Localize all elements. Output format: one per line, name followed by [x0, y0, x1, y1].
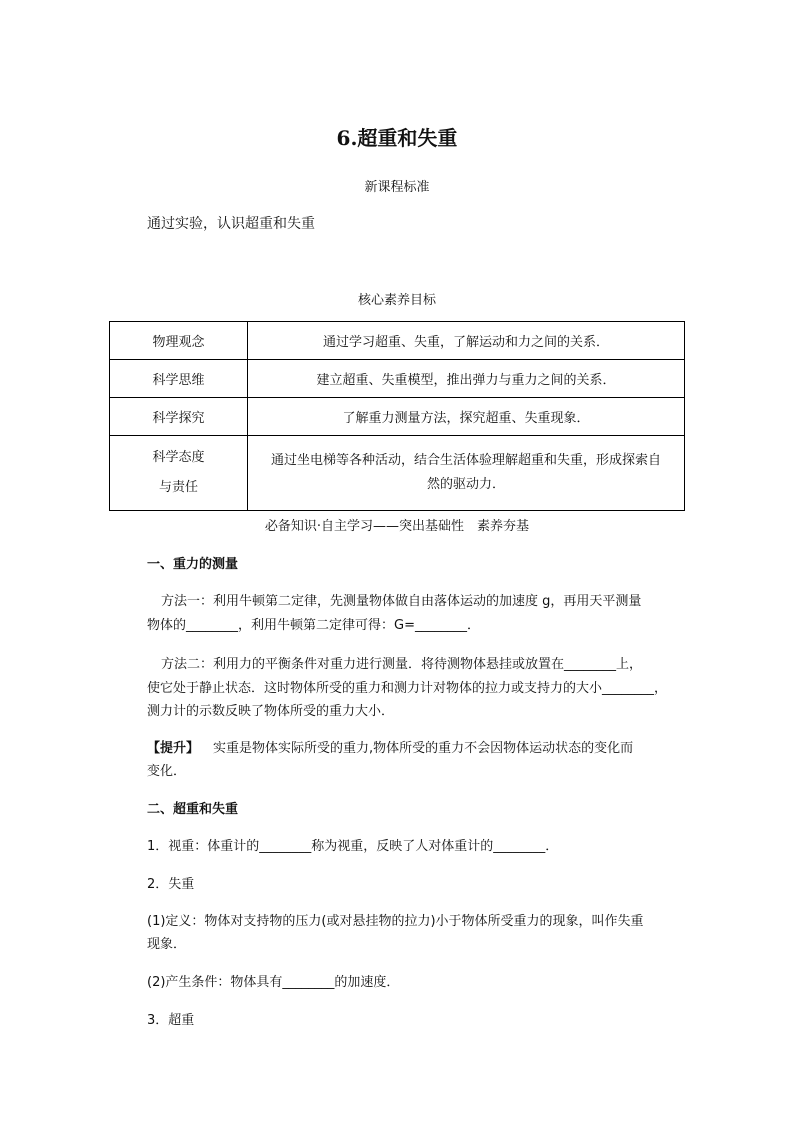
- tip-label: 【提升】: [147, 741, 200, 756]
- goal-key: 科学探究: [110, 398, 248, 436]
- goal-key: [110, 436, 248, 511]
- weightlessness-condition: (2)产生条件：物体具有________的加速度．: [147, 975, 400, 990]
- goal-key-line: 与责任: [158, 480, 198, 495]
- tip-line2: 变化．: [147, 764, 187, 779]
- tip-line1: 实重是物体实际所受的重力,物体所受的重力不会因物体运动状态的变化而: [213, 741, 634, 756]
- method2-line1: 方法二：利用力的平衡条件对重力进行测量．将待测物体悬挂或放置在________上，: [161, 657, 643, 672]
- goal-value-line: 通过坐电梯等各种活动，结合生活体验理解超重和失重，形成探索自: [270, 453, 661, 468]
- method1-line2: 物体的________，利用牛顿第二定律可得：G=________．: [147, 618, 480, 633]
- goal-value: 通过学习超重、失重，了解运动和力之间的关系．: [248, 322, 685, 360]
- table-row: [110, 322, 685, 360]
- apparent-weight-item: 1．视重：体重计的________称为视重，反映了人对体重计的________．: [147, 839, 559, 854]
- goal-key: 物理观念: [110, 322, 248, 360]
- section-banner: 必备知识·自主学习——突出基础性 素养夯基: [264, 519, 530, 534]
- goal-value-line: 然的驱动力．: [426, 477, 505, 492]
- tip-paragraph: [147, 737, 633, 756]
- goal-value: 了解重力测量方法，探究超重、失重现象．: [248, 398, 685, 436]
- goal-key-line: 科学态度: [152, 450, 205, 465]
- table-row: [110, 398, 685, 436]
- goal-value: [248, 436, 685, 511]
- method1-line1: 方法一：利用牛顿第二定律，先测量物体做自由落体运动的加速度 g，再用天平测量: [161, 594, 642, 609]
- weightlessness-definition-line1: (1)定义：物体对支持物的压力(或对悬挂物的拉力)小于物体所受重力的现象，叫作失重: [147, 914, 644, 929]
- table-row: [110, 436, 685, 511]
- weightlessness-heading: 2．失重: [147, 877, 195, 892]
- standard-text: 通过实验，认识超重和失重: [147, 216, 315, 232]
- table-row: [110, 360, 685, 398]
- section2-heading: 二、超重和失重: [147, 802, 239, 817]
- section1-heading: 一、重力的测量: [147, 557, 239, 572]
- core-goals-table: [109, 321, 685, 511]
- method2-line3: 测力计的示数反映了物体所受的重力大小．: [147, 704, 395, 719]
- weightlessness-definition-line2: 现象．: [147, 937, 187, 952]
- goal-value: 建立超重、失重模型，推出弹力与重力之间的关系．: [248, 360, 685, 398]
- method2-line2: 使它处于静止状态．这时物体所受的重力和测力计对物体的拉力或支持力的大小________，: [147, 681, 668, 696]
- standard-heading: 新课程标准: [364, 180, 430, 195]
- page-title: 6.超重和失重: [336, 126, 458, 150]
- goal-key: 科学思维: [110, 360, 248, 398]
- overweight-heading: 3．超重: [147, 1013, 195, 1028]
- goals-heading: 核心素养目标: [357, 293, 436, 308]
